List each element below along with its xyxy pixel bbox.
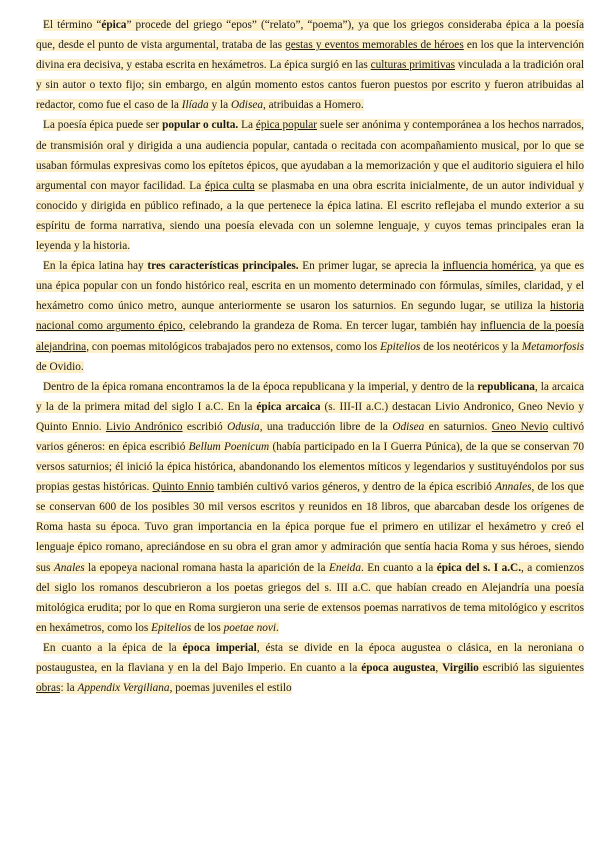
text-run: se plasmaba en una obra escrita inicialmente, de un autor individual y conocido y dirigida en público refinado, a la que pertenece la épica latina. El escrito reflejaba el mundo exterior a su espíritu de forma narrativa, siendo una poesía elevada con un solemne lenguaje, y cuyos temas principales eran la leyenda y la historia. xyxy=(36,179,584,253)
text-run: En primer lugar, se aprecia la xyxy=(298,260,443,273)
document-page xyxy=(36,15,584,698)
text-run: , la arcaica y la de la primera mitad del siglo I a.C. En la xyxy=(36,380,584,413)
text-run: escribió las siguientes xyxy=(478,662,584,674)
underlined-term: gestas y eventos memorables de héroes xyxy=(285,39,464,52)
text-run: , celebrando la grandeza de Roma. En tercer lugar, también hay xyxy=(182,320,481,333)
paragraph-epica-republicana xyxy=(36,377,584,638)
text-run: La xyxy=(238,119,256,132)
bold-term: época imperial xyxy=(182,641,257,654)
text-run: ” procede del griego “epos” (“relato”, “poema”), ya que los griegos consideraba épica a la poesía que, desde el punto de vista argumental, trataba de las xyxy=(36,19,584,52)
text-run: en saturnios. xyxy=(424,420,492,433)
text-run: de los xyxy=(191,621,224,634)
text-run: . xyxy=(276,621,279,634)
italic-title: Annales xyxy=(495,481,532,494)
text-run: , ésta se divide en la época augustea o clásica, en la neroniana o postaugustea, en la flaviana y en la del Bajo Imperio. En cuanto a la xyxy=(36,641,584,674)
paragraph-popular-culta xyxy=(36,115,584,256)
italic-title: Epitelios xyxy=(380,340,421,353)
underlined-term: épica culta xyxy=(205,179,255,192)
underlined-term: Quinto Ennio xyxy=(152,481,215,494)
text-run: de Ovidio. xyxy=(36,360,84,373)
text-run: : la xyxy=(60,682,78,695)
text-run: , xyxy=(435,662,443,674)
text-run: en los que la intervención divina era decisiva, y estaba escrita en hexámetros. La épica surgió en las xyxy=(36,39,584,72)
bold-term: épica del s. I a.C. xyxy=(436,561,522,574)
paragraph-caracteristicas xyxy=(36,256,584,377)
text-run: suele ser anónima y contemporánea a los hechos narrados, de transmisión oral y dirigida a una audiencia popular, cantada o recitada con acompañamiento musical, por lo que se usaban fórmulas expresivas como los epítetos épicos, que ayudaban a la memorización y que el auditorio siguiera el hilo argumental con mayor facilidad. La xyxy=(36,119,585,192)
underlined-term: Gneo Nevio xyxy=(491,420,549,433)
text-run: , poemas juveniles el estilo xyxy=(169,682,292,695)
underlined-term: épica popular xyxy=(255,119,318,132)
text-run: escribió xyxy=(182,420,228,433)
paragraph-epica-imperial xyxy=(36,638,584,698)
bold-term: popular o culta. xyxy=(162,119,239,132)
text-run: . En cuanto a la xyxy=(360,561,437,574)
text-run: , a comienzos del siglo los romanos descubrieron a los poetas griegos del s. III a.C. que habían creado en Alejandría una poesía mitológica erudita; por lo que en Roma surgieron una serie de extensos poemas narrativos de tema mitológico y escritos en hexámetros, como los xyxy=(36,561,585,634)
bold-term: épica arcaica xyxy=(256,400,321,413)
bold-term: Virgilio xyxy=(442,662,479,674)
italic-title: Eneida xyxy=(328,561,361,574)
text-run: En la épica latina hay xyxy=(43,260,148,273)
underlined-term: influencia de la poesía alejandrina xyxy=(36,320,584,353)
text-run: En cuanto a la épica de la xyxy=(43,641,183,654)
italic-title: Appendix Vergiliana xyxy=(77,682,170,695)
italic-title: Metamorfosis xyxy=(521,340,584,353)
text-run: El término “ xyxy=(43,19,102,31)
underlined-term: culturas primitivas xyxy=(370,59,456,72)
text-run: también cultivó varios géneros, y dentro de la épica escribió xyxy=(214,481,496,494)
text-run: , ya que es una épica popular con un fondo histórico real, escrita en un momento determinado con fórmulas, símiles, claridad, y el hexámetro como único metro, aunque anteriormente se usaron los saturnios. En segundo lugar, se utiliza la xyxy=(36,260,584,313)
italic-title: Epitelios xyxy=(151,621,192,634)
text-run: la epopeya nacional romana hasta la aparición de la xyxy=(84,561,329,574)
italic-title: Odisea xyxy=(231,99,264,112)
bold-term: tres características principales. xyxy=(147,260,299,273)
text-run: La poesía épica puede ser xyxy=(43,119,163,132)
text-run: Dentro de la épica romana encontramos la de la época republicana y la imperial, y dentro de la xyxy=(43,380,478,393)
text-run: (s. III-II a.C.) destacan Livio Andronico, Gneo Nevio y Quinto Ennio. xyxy=(36,400,584,433)
text-run: vinculada a la tradición oral y sin autor o texto fijo; sin embargo, en algún momento estos cantos fueron puestos por escrito y fueron atribuidas al redactor, como fue el caso de la xyxy=(36,59,584,112)
italic-title: Anales xyxy=(53,561,85,574)
underlined-term: obras xyxy=(36,682,61,695)
bold-term: republicana xyxy=(477,380,535,393)
bold-term: época augustea xyxy=(361,662,436,674)
italic-title: Bellum Poenicum xyxy=(188,440,270,453)
text-run: y la xyxy=(208,99,231,112)
underlined-term: influencia homérica xyxy=(442,260,534,273)
underlined-term: Livio Andrónico xyxy=(105,420,183,433)
italic-title: Odusia xyxy=(227,420,260,433)
text-run: de los neotéricos y la xyxy=(420,340,522,353)
text-run: , con poemas mitológicos trabajados pero no extensos, como los xyxy=(86,340,381,353)
text-run: cultivó varios géneros: en épica escribió xyxy=(36,420,585,453)
bold-term: épica xyxy=(101,19,127,31)
text-run: (había participado en la I Guerra Púnica), de la que se conservan 70 versos saturnios; él inició la épica histórica, abandonando los elementos míticos y legendarios y sustituyéndolos por sus propias gestas históricas. xyxy=(36,440,585,494)
italic-title: poetae novi xyxy=(223,621,277,634)
text-run: , de los que se conservan 600 de los posibles 30 mil versos escritos y reunidos en 18 libros, que abarcaban desde los orígenes de Roma hasta su época. Tuvo gran importancia en la épica porque fue el primero en utilizar el hexámetro y creó el lenguaje épico romano, apreciándose en su obra el gran amor y admiración que sentía hacia Roma y sus héroes, siendo sus xyxy=(36,481,584,574)
underlined-term: historia nacional como argumento épico xyxy=(36,300,584,333)
paragraph-epica-definicion xyxy=(36,15,584,115)
text-run: , una traducción libre de la xyxy=(259,420,393,433)
text-run: , atribuidas a Homero. xyxy=(263,99,364,112)
italic-title: Ilíada xyxy=(181,99,209,112)
italic-title: Odisea xyxy=(392,420,425,433)
